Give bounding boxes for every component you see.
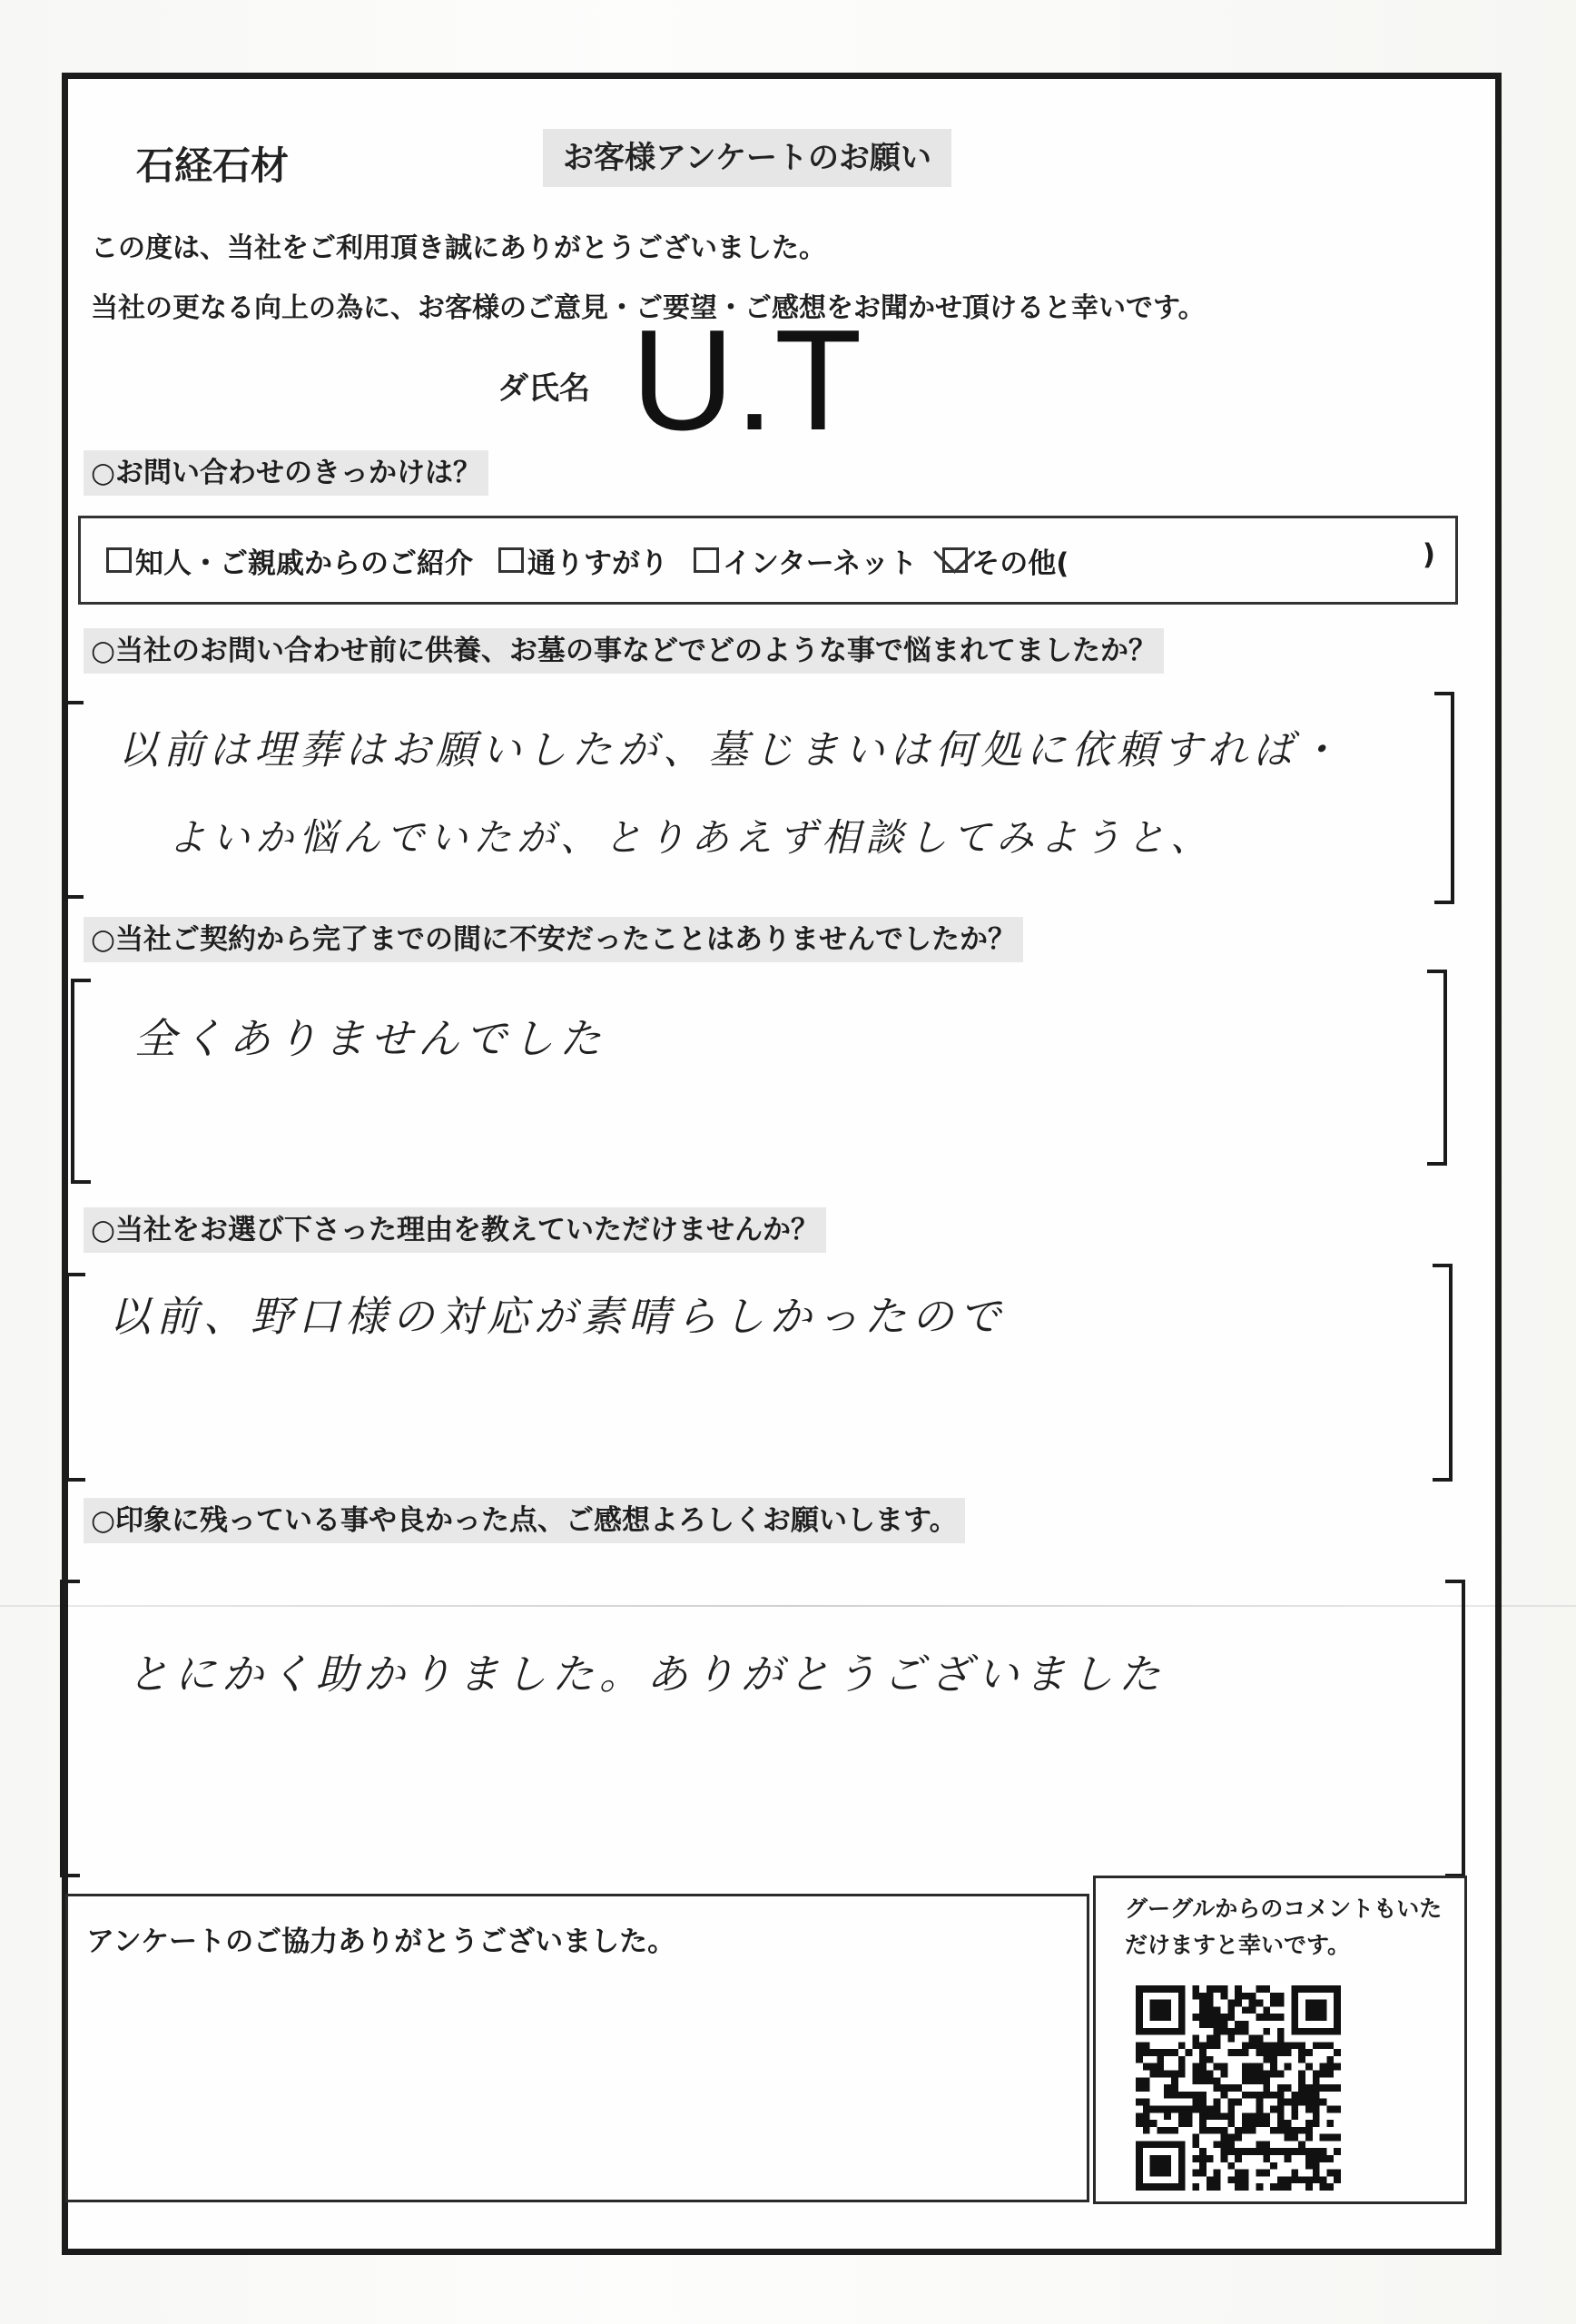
answer-bracket-right [1427,970,1447,1166]
option-internet[interactable] [694,540,917,581]
survey-title: お客様アンケートのお願い [543,129,951,187]
answer-2-line-2: よいか悩んでいたが、とりあえず相談してみようと、 [168,815,1215,860]
intro-line-2: 当社の更なる向上の為に、お客様のご意見・ご要望・ご感想をお聞かせ頂けると幸いです。 [91,292,1206,324]
name-value: U.T [631,300,862,460]
option-label: 知人・ご親戚からのご紹介 [135,547,473,580]
question-3: ○当社ご契約から完了までの間に不安だったことはありませんでしたか？ [84,917,1023,962]
answer-4-line-1: 以前、野口様の対応が素晴らしかったので [109,1292,1006,1341]
option-label: 通りすがり [527,547,668,580]
option-label: インターネット [723,547,918,580]
intro-line-1: この度は、当社をご利用頂き誠にありがとうございました。 [91,232,826,264]
qr-code-icon[interactable] [1136,1985,1341,2191]
answer-2-line-1: 以前は埋葬はお願いしたが、墓じまいは何処に依頼すれば・ [118,727,1344,773]
option-other-close: ) [1422,538,1435,571]
answer-bracket-right [1445,1580,1465,1877]
question-4: ○当社をお選び下さった理由を教えていただけませんか？ [84,1207,826,1253]
name-mark: ダ [497,370,528,407]
question-2: ○当社のお問い合わせ前に供養、お墓の事などでどのような事で悩まれてましたか？ [84,628,1164,674]
footer-thanks: アンケートのご協力ありがとうございました。 [86,1925,676,1958]
name-label-text: 氏名 [528,370,590,407]
checkbox-icon[interactable] [498,547,524,573]
option-passing-by[interactable] [498,540,668,581]
checkbox-icon[interactable] [942,547,968,573]
option-other[interactable] [942,540,1069,581]
answer-3-line-1: 全くありませんでした [134,1014,606,1063]
answer-bracket-left [64,701,84,899]
answer-bracket-right [1433,1264,1453,1482]
company-name: 石経石材 [136,143,290,188]
answer-5-line-1: とにかく助かりました。ありがとうございました [127,1649,1166,1699]
google-message: グーグルからのコメントもいただけますと幸いです。 [1125,1896,1443,1958]
answer-bracket-right [1434,692,1454,904]
checkbox-icon[interactable] [694,547,719,573]
name-label [497,363,590,408]
answer-bracket-left [65,1273,85,1482]
paper-fold-line [0,1605,1576,1607]
option-referral[interactable] [106,540,473,581]
inquiry-options [78,516,1458,605]
google-review-box [1093,1876,1467,2204]
question-1: ○お問い合わせのきっかけは？ [84,450,488,496]
footer-thanks-box [65,1894,1089,2202]
checkbox-icon[interactable] [106,547,132,573]
answer-bracket-left [71,979,91,1184]
option-label: その他( [971,547,1069,580]
question-5: ○印象に残っている事や良かった点、ご感想よろしくお願いします。 [84,1498,965,1543]
answer-bracket-left [60,1580,80,1877]
